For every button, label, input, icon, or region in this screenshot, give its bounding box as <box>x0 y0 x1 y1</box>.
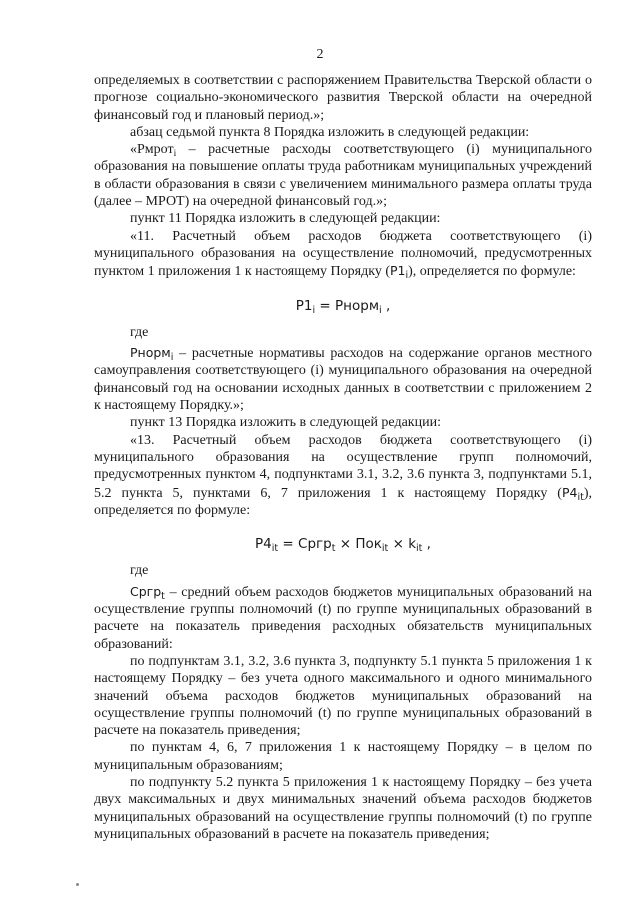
paragraph-rnorm-definition <box>94 344 592 414</box>
formula-p4-term-srgr-sub: t <box>331 543 336 555</box>
paragraph-amendment-item-8: абзац седьмой пункта 8 Порядка изложить в следующей редакции: <box>130 124 530 140</box>
paragraph-srgr-definition <box>94 583 592 653</box>
srgr-text: – средний объем расходов бюджетов муниципальных образований на осуществление группы полномочий (t) по группе муниципальных образований в расчете на показатель приведения расходных обязательств муниципальных образований: <box>94 584 592 652</box>
formula-p1-lhs: Р1 <box>295 297 313 314</box>
formula-p4-term-srgr: Сргр <box>298 536 332 553</box>
formula-p4-times-2: × <box>388 536 409 553</box>
paragraph-subitem-5-2: по подпункту 5.2 пункта 5 приложения 1 к настоящему Порядку – без учета двух максимальных и двух минимальных значений объема расходов бюджетов муниципальных образований на осуществление группы полномочий (t) по группе муниципальных образований в расчете на показатель приведения; <box>94 774 592 842</box>
item-13-text: «13. Расчетный объем расходов бюджета соответствующего (i) муниципального образования на осуществление групп полномочий, предусмотренных пунктом 4, подпунктами 3.1, 3.2, 3.6 пункта 3, подпунктами 5.1, 5.2 пункта 5, пунктами 6, 7 приложения 1 к настоящему Порядку ( <box>94 432 592 501</box>
srgr-subscript: t <box>161 590 165 602</box>
formula-p1-lhs-sub: i <box>312 304 316 316</box>
where-label-1: где <box>130 324 149 340</box>
formula-p4-equals: = <box>278 536 299 553</box>
rmrot-subscript: i <box>173 149 177 160</box>
formula-p4-times-1: × <box>335 536 356 553</box>
formula-p4-term-pok-sub: it <box>381 543 389 555</box>
formula-p1-rhs-sub: i <box>379 304 382 316</box>
where-label-2: где <box>130 563 149 579</box>
rnorm-symbol: Рнорм <box>130 345 171 361</box>
formula-p1-rhs: Рнорм <box>335 297 380 314</box>
srgr-symbol: Сргр <box>130 583 162 599</box>
rnorm-subscript: i <box>170 352 174 364</box>
formula-p4-term-k: k <box>408 536 417 553</box>
page-number: 2 <box>316 47 324 62</box>
item-11-text: «11. Расчетный объем расходов бюджета соответствующего (i) муниципального образования на осуществление полномочий, предусмотренных пунктом 1 приложения 1 к настоящему Порядку ( <box>94 228 592 280</box>
formula-p4-end: , <box>422 536 431 553</box>
item-13-tail: ), определяется по формуле: <box>94 485 592 518</box>
formula-p4-term-pok: Пок <box>355 536 382 553</box>
p1-symbol: Р1 <box>390 263 406 279</box>
paragraph-item-13 <box>94 432 592 519</box>
formula-p1-equals: = <box>315 297 336 314</box>
formula-p4-lhs: Р4 <box>255 536 272 553</box>
p1-subscript: i <box>405 270 409 282</box>
paragraph-subitems-3-5-1: по подпунктам 3.1, 3.2, 3.6 пункта 3, подпункту 5.1 пункта 5 приложения 1 к настоящему Порядку – без учета одного максимального и одного минимального значений объема расходов бюджетов муниципальных образований на осуществление группы полномочий (t) по группе муниципальных образований в расчете на показатель приведения; <box>94 653 592 739</box>
formula-p4-term-k-sub: it <box>416 543 423 555</box>
paragraph-items-4-6-7: по пунктам 4, 6, 7 приложения 1 к настоящему Порядку – в целом по муниципальным образованиям; <box>94 740 592 773</box>
item-11-tail: ), определяется по формуле: <box>408 264 576 280</box>
rnorm-text: – расчетные нормативы расходов на содержание органов местного самоуправления соответствующего (i) муниципального образования на очередной финансовый год на основании исходных данных в соответствии с приложением 2 к настоящему Порядку.»; <box>94 346 592 414</box>
p4-subscript: it <box>577 491 584 503</box>
rmrot-text: – расчетные расходы соответствующего (i) муниципального образования на повышение оплаты труда работникам муниципальных учреждений в области образования в связи с увеличением минимального размера оплаты труда (далее – МРОТ) на очередной финансовый год.»; <box>94 142 592 210</box>
formula-p1-end: , <box>381 297 391 314</box>
paragraph-amendment-item-13: пункт 13 Порядка изложить в следующей редакции: <box>130 415 441 431</box>
p4-symbol: Р4 <box>561 484 578 500</box>
paragraph-continuation: определяемых в соответствии с распоряжением Правительства Тверской области о прогнозе социально-экономического развития Тверской области на очередной финансовый год и плановый период.»; <box>94 73 592 123</box>
formula-p1 <box>94 298 592 315</box>
rmrot-symbol: «Рмрот <box>130 142 174 158</box>
formula-p4-lhs-sub: it <box>271 543 279 555</box>
paragraph-amendment-item-11: пункт 11 Порядка изложить в следующей редакции: <box>130 211 441 227</box>
paragraph-rmrot-definition <box>94 141 592 210</box>
document-body <box>94 72 592 843</box>
scan-speck <box>76 883 79 886</box>
formula-p4 <box>94 536 592 553</box>
paragraph-item-11 <box>94 228 592 281</box>
